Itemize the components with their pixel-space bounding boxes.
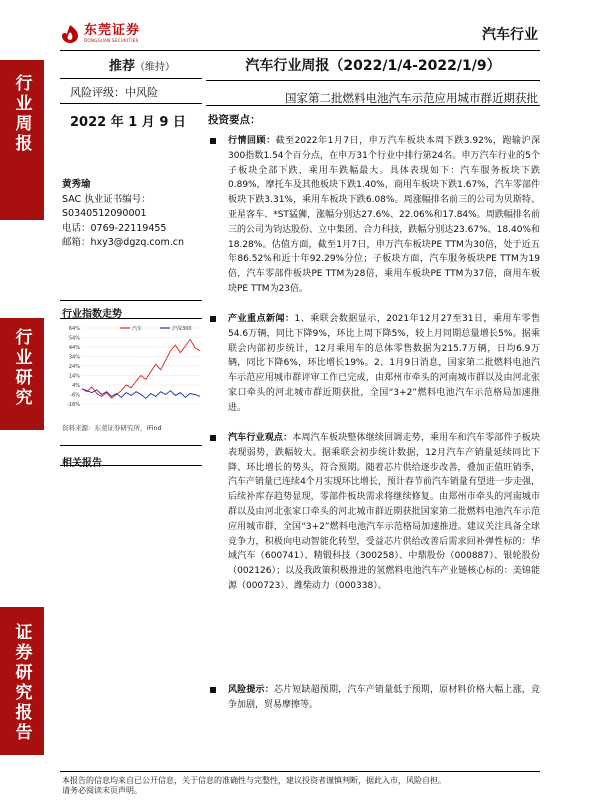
- sac-label: SAC 执业证书编号：: [62, 193, 151, 205]
- bullet-market-review: [210, 134, 540, 297]
- footer-disclaimer: [62, 776, 446, 796]
- company-logo: [60, 20, 140, 48]
- chart-ytick-label: -16%: [67, 402, 80, 408]
- side-label-report: 证券研究报告: [11, 623, 32, 743]
- logo-mark-icon: [60, 24, 80, 44]
- related-divider-bottom: [60, 465, 202, 466]
- bullet-square-icon: [210, 138, 216, 144]
- chart-ytick-label: 4%: [72, 383, 80, 389]
- industry-tag: 汽车行业: [482, 27, 538, 43]
- analyst-phone: 电话：0769-22119455: [62, 222, 167, 234]
- bullet-square-icon: [210, 687, 216, 693]
- bullet-body: 本周汽车板块整体继续回调走势，乘用车和汽车零部件子板块表现弱势，跌幅较大。据乘联会初步统计数据，12月汽车产销量延续同比下降、环比增长的势头，符合预期。随着芯片供给逐步改善，叠加正值旺销季，汽车产销量已连续4个月实现环比增长，预计春节前汽车销量有望进一步走强，后续补库存趋势显现，零部件板块需求将继续修复。由郑州市牵头的河南城市群以及由河北张家口牵头的河北城市群近期获批国家第二批燃料电池汽车示范应用城市群，全国“3+2”燃料电池汽车示范格局加速推进。建议关注具备全球竞争力，积极向电动智能化转型，受益芯片供给改善后需求回补弹性标的：华域汽车（600741）、精锻科技（300258）、中鼎股份（000887）、银轮股份（002126）；以及我政策积极推进的氢燃料电池汽车产业链核心标的：美锦能源（000723）、潍柴动力（000338）。: [228, 433, 540, 591]
- side-label-weekly: 行业周报: [11, 74, 32, 154]
- title-divider: [206, 80, 540, 81]
- index-chart-title: 行业指数走势: [62, 309, 122, 320]
- subtitle-divider: [206, 105, 540, 106]
- bullet-head: 行情回顾：: [228, 136, 276, 146]
- chart-ytick-label: 54%: [68, 335, 80, 342]
- rating-divider: [60, 78, 202, 79]
- chart-ytick-label: 44%: [68, 345, 80, 351]
- bullet-square-icon: [210, 316, 216, 322]
- side-band-report: [0, 607, 44, 755]
- company-name-en: DONGGUAN SECURITIES: [84, 38, 139, 43]
- bullet-body: 芯片短缺超预期，汽车产销量低于预期，原材料价格大幅上涨，竞争加剧，贸易摩擦等。: [228, 685, 540, 710]
- analyst-info: [62, 178, 184, 251]
- chart-ytick-label: -6%: [70, 392, 80, 399]
- bullet-head: 风险提示：: [228, 685, 274, 695]
- chart-series-line-1: [82, 389, 200, 399]
- chart-series-line-0: [82, 339, 200, 398]
- chart-source: 资料来源：东莞证券研究所，iFind: [62, 424, 162, 432]
- chart-ytick-label: 14%: [68, 373, 80, 380]
- chart-ytick-label: 24%: [68, 364, 80, 370]
- related-divider-top: [60, 445, 202, 446]
- chart-ytick-label: 64%: [68, 326, 80, 332]
- report-subtitle: 国家第二批燃料电池汽车示范应用城市群近期获批: [285, 91, 538, 105]
- analyst-email[interactable]: 邮箱：hxy3@dgzq.com.cn: [62, 237, 184, 248]
- side-band-research: [0, 318, 44, 430]
- bullet-head: 汽车行业观点：: [228, 433, 293, 443]
- company-name-cn: 东莞证券: [84, 23, 141, 38]
- bullet-head: 产业重点新闻：: [228, 314, 295, 324]
- index-divider-top: [60, 300, 202, 301]
- bullet-body: 1、乘联会数据显示，2021年12月27至31日，乘用车零售54.6万辆，同比下降9%，环比上周下降5%，较上月同期总量增长5%。据乘联会内部初步统计，12月乘用车的总体零售数据为215.7万辆，日均6.9万辆，同比下降6%，环比增长19%。2、1月9日消息，国家第二批燃料电池汽车示范应用城市群评审工作已完成，由郑州市牵头的河南城市群以及由河北张家口牵头的河北城市群近期获批，全国“3+2”燃料电池汽车示范格局加速推进。: [228, 314, 540, 413]
- report-date: 2022 年 1 月 9 日: [70, 115, 186, 130]
- footer-line-1: 本报告的信息均来自已公开信息，关于信息的准确性与完整性，建议投资者谨慎判断，据此入市，风险自担。: [62, 776, 446, 785]
- footer-line-2: 请务必阅读末页声明。: [62, 786, 142, 795]
- bullet-body: 截至2022年1月7日，申万汽车板块本周下跌3.92%，跑输沪深300指数1.54个百分点，在申万31个行业中排行第24名。申万汽车行业的5个子板块全部下跌，乘用车跌幅最大。具体表现如下：汽车服务板块下跌0.89%，摩托车及其他板块下跌1.40%，商用车板块下跌1.67%，汽车零部件板块下跌3.31%，乘用车板块下跌6.08%。周涨幅排名前三的公司为贝斯特、亚星客车、*ST猛狮，涨幅分别达27.6%、22.06%和17.84%。周跌幅排名前三的公司为钧达股份、立中集团、合力科技，跌幅分别达23.67%、18.40%和18.28%。估值方面，截至1月7日，申万汽车板块PE TTM为30倍，处于近五年86.52%和近十年92.29%分位；子板块方面，汽车服务板块PE TTM为19倍，汽车零部件板块PE TTM为28倍，乘用车板块PE TTM为37倍，商用车板块PE TTM为23倍。: [228, 136, 540, 294]
- chart-legend-label: 汽车: [132, 326, 143, 332]
- side-label-research: 行业研究: [11, 328, 32, 408]
- industry-index-chart: [60, 322, 204, 412]
- rating-value: 推荐: [108, 59, 135, 74]
- related-reports-title: 相关报告: [62, 458, 102, 469]
- bullet-risk-warning: [210, 683, 540, 713]
- bullet-industry-news: [210, 312, 540, 416]
- report-title: 汽车行业周报（2022/1/4-2022/1/9）: [245, 58, 501, 74]
- header-divider: [60, 50, 540, 51]
- side-band-weekly: [0, 60, 44, 220]
- risk-divider: [60, 103, 202, 104]
- rating: [82, 55, 202, 74]
- footer-divider: [60, 771, 540, 772]
- key-points-title: 投资要点：: [208, 114, 261, 126]
- index-divider-bottom: [60, 318, 202, 319]
- risk-rating: 风险评级：中风险: [70, 86, 158, 99]
- rating-note: （维持）: [135, 62, 175, 73]
- sac-number: S0340512090001: [62, 208, 147, 219]
- bullet-industry-view: [210, 431, 540, 594]
- chart-legend-label: 沪深300: [172, 326, 192, 332]
- analyst-name: 黄秀瑜: [62, 179, 91, 190]
- chart-ytick-label: 34%: [68, 354, 80, 361]
- bullet-square-icon: [210, 435, 216, 441]
